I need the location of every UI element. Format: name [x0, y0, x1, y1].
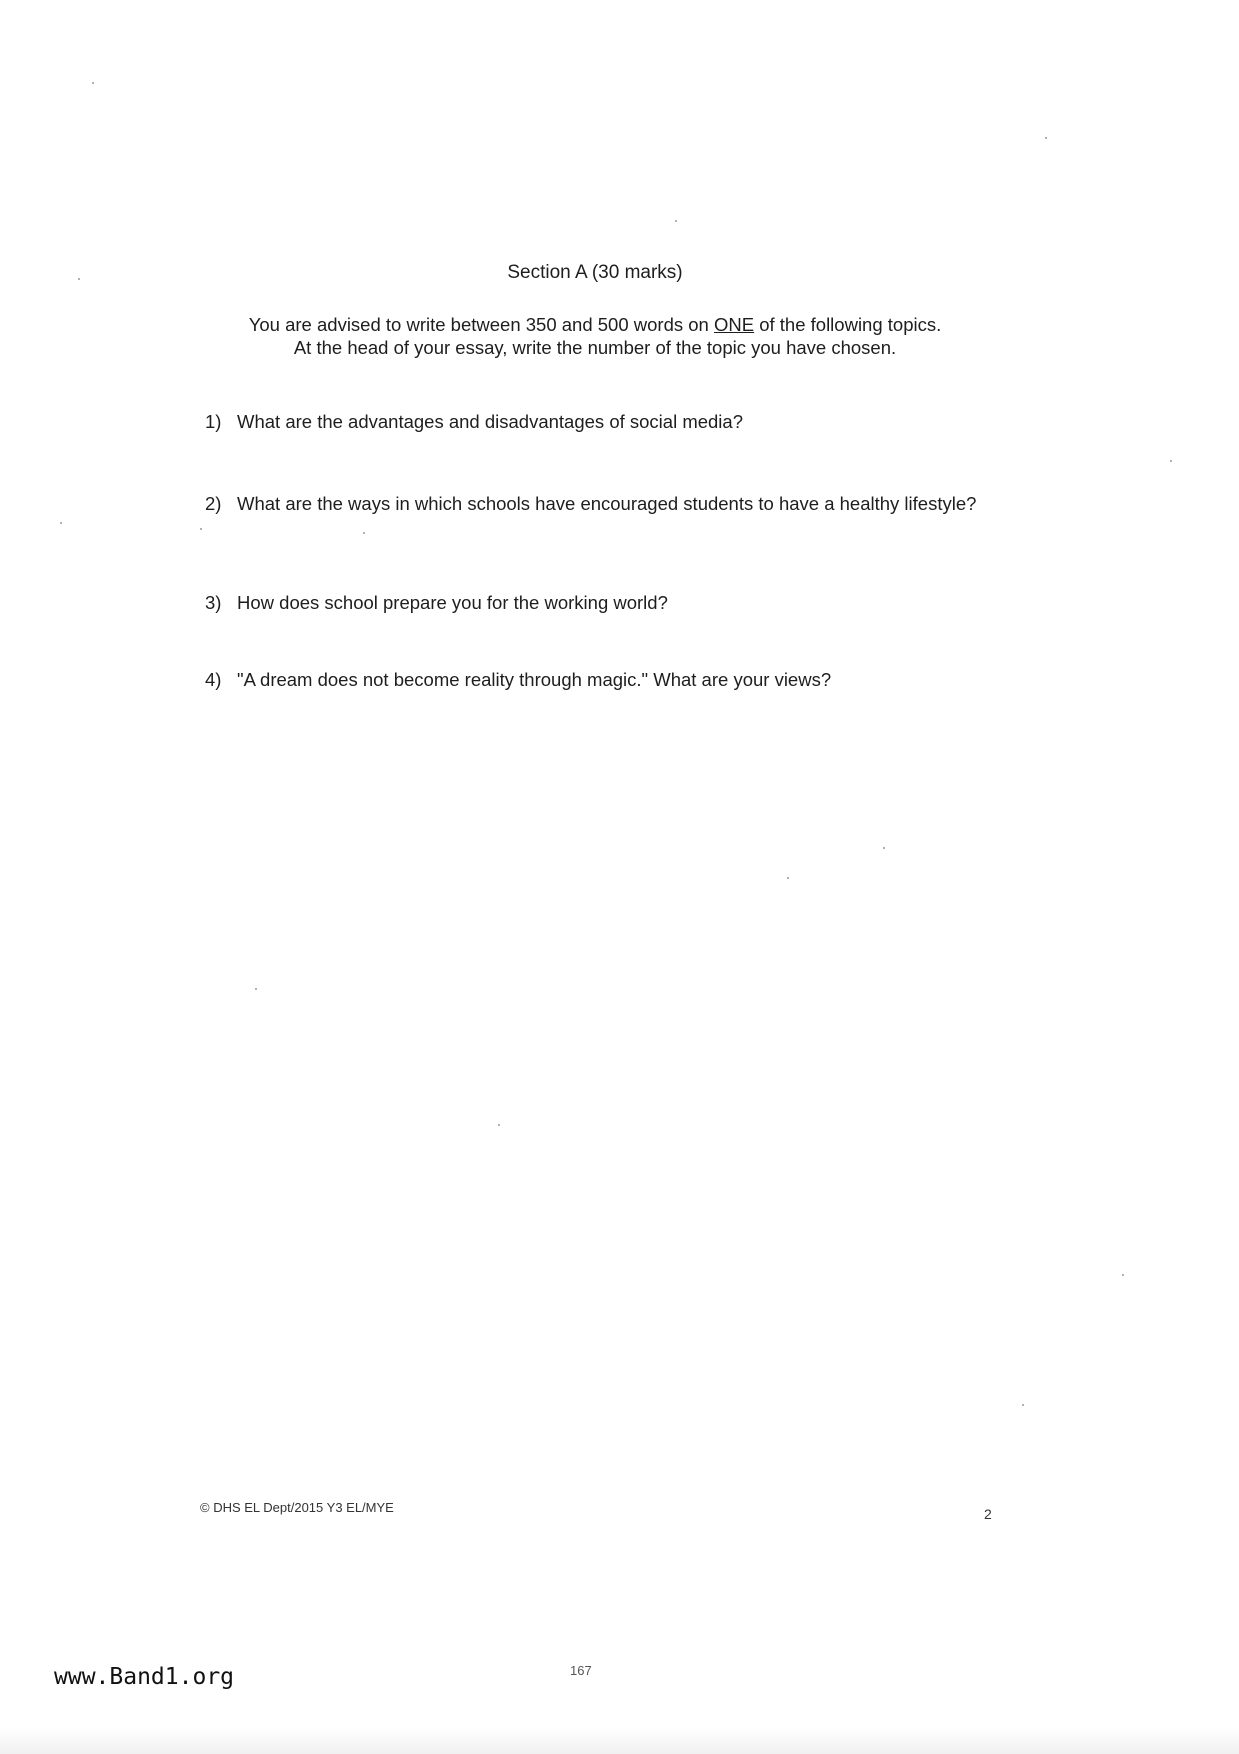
- watermark-text: www.Band1.org: [54, 1664, 235, 1690]
- topic-text: What are the ways in which schools have encouraged students to have a healthy lifestyle?: [237, 493, 977, 514]
- scan-speck: [1122, 1274, 1124, 1276]
- scan-speck: [92, 82, 94, 84]
- footer-copyright: © DHS EL Dept/2015 Y3 EL/MYE: [200, 1500, 394, 1515]
- scan-speck: [787, 877, 789, 879]
- scan-speck: [255, 988, 257, 990]
- topic-number: 3): [205, 592, 222, 613]
- topic-number: 2): [205, 493, 222, 514]
- topic-item-1: [205, 410, 985, 433]
- scan-speck: [1045, 137, 1047, 139]
- instructions-text-after: of the following topics.: [754, 314, 942, 335]
- scan-edge: [0, 1728, 1239, 1754]
- topic-number: 4): [205, 669, 222, 690]
- scan-page-number: 167: [570, 1663, 592, 1678]
- section-title: Section A (30 marks): [507, 262, 683, 283]
- instructions-line-2: At the head of your essay, write the number of the topic you have chosen.: [293, 337, 897, 358]
- topic-item-3: [205, 591, 985, 614]
- instructions-text-before: You are advised to write between 350 and 500 words on: [248, 314, 714, 335]
- footer-page-number: 2: [984, 1506, 992, 1522]
- scan-speck: [675, 220, 677, 222]
- topic-number: 1): [205, 411, 222, 432]
- topic-text: What are the advantages and disadvantages of social media?: [237, 411, 743, 432]
- scan-speck: [78, 278, 80, 280]
- scan-speck: [363, 532, 365, 534]
- scan-speck: [200, 528, 202, 530]
- instructions: [200, 313, 990, 359]
- topic-text: "A dream does not become reality through magic." What are your views?: [237, 669, 832, 690]
- scan-speck: [1022, 1404, 1024, 1406]
- topic-item-4: [205, 668, 985, 691]
- instructions-emphasis: ONE: [713, 314, 755, 335]
- instructions-line-1: [200, 313, 990, 336]
- scan-speck: [1170, 460, 1172, 462]
- topic-item-2: [205, 492, 985, 515]
- scan-speck: [883, 847, 885, 849]
- scan-speck: [498, 1124, 500, 1126]
- topic-text: How does school prepare you for the working world?: [237, 592, 668, 613]
- scan-speck: [60, 522, 62, 524]
